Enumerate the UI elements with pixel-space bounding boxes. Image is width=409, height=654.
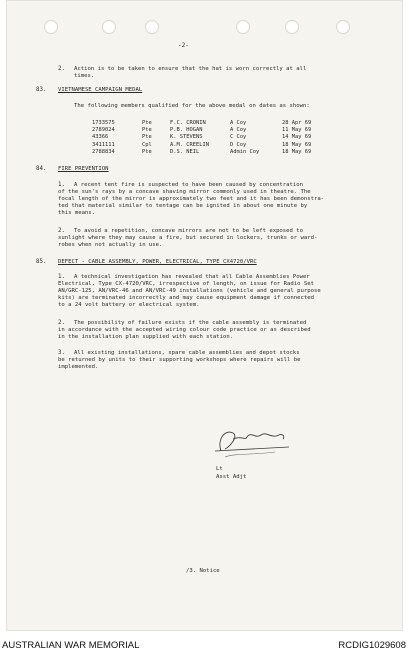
rank: Pte — [142, 148, 152, 155]
rank: Cpl — [142, 141, 152, 148]
handwritten-signature — [211, 425, 291, 463]
item-85-para-3: All existing installations, spare cable assemblies and depot stocks be returned by units to their supporting workshops where repairs will be implemented. — [58, 350, 301, 371]
rank: Pte — [142, 134, 152, 141]
member-name: A.M. CREELIN — [170, 141, 209, 148]
archive-name: AUSTRALIAN WAR MEMORIAL — [2, 640, 140, 651]
rank: Pte — [142, 127, 152, 134]
service-number: 2788834 — [92, 148, 115, 155]
table-row — [92, 120, 330, 127]
unit: A Coy — [230, 127, 247, 134]
item-84-para-1: A recent tent fire is suspected to have been caused by concentration of the sun's rays by a concave shaving mirror commonly used in theatre. The focal length of the mirror is approximately two feet and it has been demonstra- ted that material similar to tentage can be ignited in about one minute by this means. — [58, 182, 325, 217]
rank: Pte — [142, 120, 152, 126]
member-name: P.B. HOGAN — [170, 127, 203, 134]
page-number: -2- — [178, 42, 189, 49]
item-85-para-2-number: 2. — [58, 320, 65, 326]
item-85-number: 85. — [36, 259, 47, 265]
item-82-paragraph-number: 2. — [58, 66, 65, 72]
item-84-para-2-number: 2. — [58, 228, 65, 234]
unit: A Coy — [230, 120, 247, 126]
service-number: 2789024 — [92, 127, 115, 134]
qualifying-date: 18 May 69 — [282, 141, 312, 148]
service-number: 1733575 — [92, 120, 115, 126]
document-page — [6, 0, 403, 631]
archive-footer — [0, 632, 409, 654]
item-85-para-3-number: 3. — [58, 350, 65, 356]
table-row — [92, 134, 330, 141]
qualifying-date: 14 May 69 — [282, 134, 312, 141]
document-text — [6, 0, 403, 631]
item-84-para-2: To avoid a repetition, concave mirrors are not to be left exposed to sunlight where they may cause a fire, but secured in lockers, trunks or ward- robes when not actually in use. — [58, 228, 318, 249]
item-83-heading: VIETNAMESE CAMPAIGN MEDAL — [58, 87, 143, 93]
service-number: 43366 — [92, 134, 109, 141]
record-id: RCDIG1029608 — [338, 640, 406, 651]
item-82-paragraph: Action is to be taken to ensure that the hat is worn correctly at all times. — [74, 66, 307, 80]
qualifying-date: 28 Apr 69 — [282, 120, 312, 126]
item-83-number: 83. — [36, 87, 47, 93]
item-85-heading: DEFECT - CABLE ASSEMBLY, POWER, ELECTRICAL, TYPE CX4720/VRC — [58, 259, 257, 265]
signatory-appointment: Asst Adjt — [216, 474, 247, 480]
signatory-rank: Lt — [216, 466, 223, 472]
service-number: 3411111 — [92, 141, 115, 148]
item-85-para-2: The possibility of failure exists if the cable assembly is terminated in accordance with the accepted wiring colour code practice or as described in the installation plan supplied with each station. — [58, 320, 311, 341]
item-85-para-1: A technical investigation has revealed that all Cable Assemblies Power Electrical, Type CX-4720/VRC, irrespective of length, on issue for Radio Set AN/GRC-125, AN/VRC-46 and AN/VRC-49 installations (vehicle and general purpose kits) are terminated incorrectly and may cause equipment damage if connected to a 24 volt battery or electrical system. — [58, 274, 321, 309]
member-name: F.C. CRONIN — [170, 120, 206, 126]
table-row — [92, 149, 330, 156]
member-name: D.S. NEIL — [170, 148, 200, 155]
qualifying-date: 11 May 69 — [282, 127, 312, 134]
table-row — [92, 142, 330, 149]
item-84-number: 84. — [36, 166, 47, 172]
medal-recipients-table — [92, 120, 330, 156]
table-row — [92, 127, 330, 134]
member-name: K. STEVENS — [170, 134, 203, 141]
unit: C Coy — [230, 134, 247, 141]
unit: D Coy — [230, 141, 247, 148]
item-84-para-1-number: 1. — [58, 182, 65, 188]
unit: Admin Coy — [230, 148, 260, 155]
item-84-heading: FIRE PREVENTION — [58, 166, 109, 172]
item-83-intro: The following members qualified for the above medal on dates as shown: — [74, 103, 310, 109]
qualifying-date: 18 May 69 — [282, 148, 312, 155]
continuation-note: /3. Notice — [186, 568, 220, 574]
item-85-para-1-number: 1. — [58, 274, 65, 280]
